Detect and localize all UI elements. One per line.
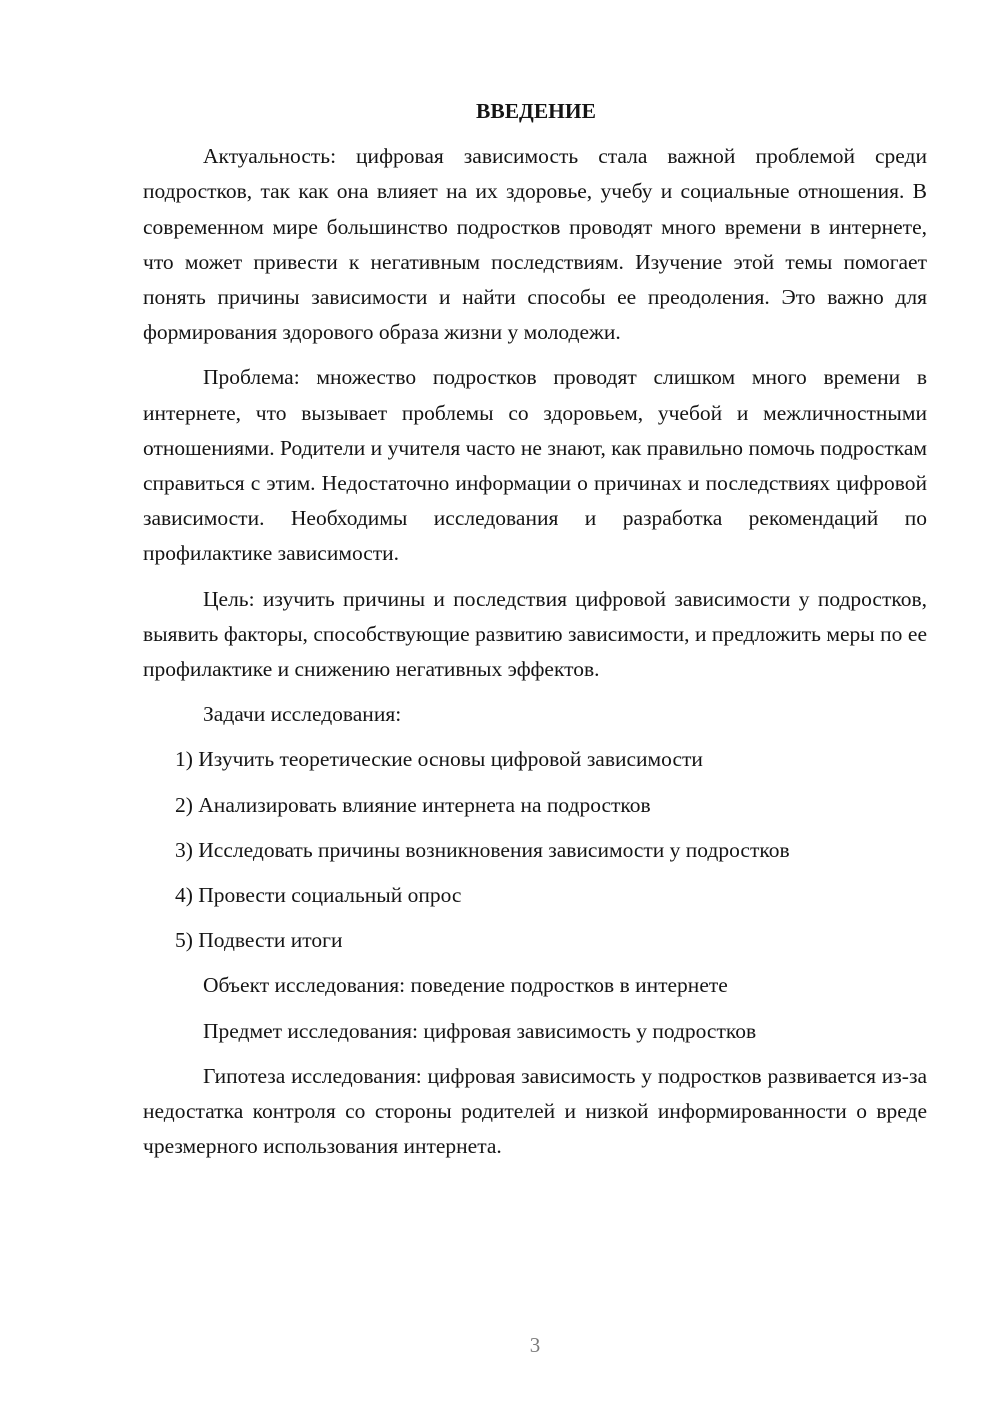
page-content <box>143 94 927 1164</box>
relevance-paragraph: Актуальность: цифровая зависимость стала важной проблемой среди подростков, так как она влияет на их здоровье, учебу и социальные отношения. В современном мире большинство подростков проводят много времени в интернете, что может привести к негативным последствиям. Изучение этой темы помогает понять причины зависимости и найти способы ее преодоления. Это важно для формирования здорового образа жизни у молодежи. <box>143 144 927 345</box>
tasks-list <box>143 742 927 958</box>
goal-paragraph: Цель: изучить причины и последствия цифровой зависимости у подростков, выявить факторы, способствующие развитию зависимости, и предложить меры по ее профилактике и снижению негативных эффектов. <box>143 586 927 682</box>
research-subject: Предмет исследования: цифровая зависимость у подростков <box>203 1018 757 1043</box>
task-item: 4) Провести социальный опрос <box>175 883 462 908</box>
hypothesis-paragraph: Гипотеза исследования: цифровая зависимость у подростков развивается из-за недостатка контроля со стороны родителей и низкой информированности о вреде чрезмерного использования интернета. <box>143 1063 927 1159</box>
problem-paragraph: Проблема: множество подростков проводят слишком много времени в интернете, что вызывает проблемы со здоровьем, учебой и межличностными отношениями. Родители и учителя часто не знают, как правильно помочь подросткам справиться с этим. Недостаточно информации о причинах и последствиях цифровой зависимости. Необходимы исследования и разработка рекомендаций по профилактике зависимости. <box>143 365 927 566</box>
task-item: 2) Анализировать влияние интернета на подростков <box>175 792 651 817</box>
page-number: 3 <box>529 1333 541 1357</box>
section-title: ВВЕДЕНИЕ <box>476 99 596 123</box>
research-object: Объект исследования: поведение подростков в интернете <box>203 973 728 998</box>
task-item: 5) Подвести итоги <box>175 928 343 953</box>
task-item: 1) Изучить теоретические основы цифровой зависимости <box>175 747 703 772</box>
task-item: 3) Исследовать причины возникновения зависимости у подростков <box>175 837 790 862</box>
tasks-heading: Задачи исследования: <box>203 702 402 727</box>
